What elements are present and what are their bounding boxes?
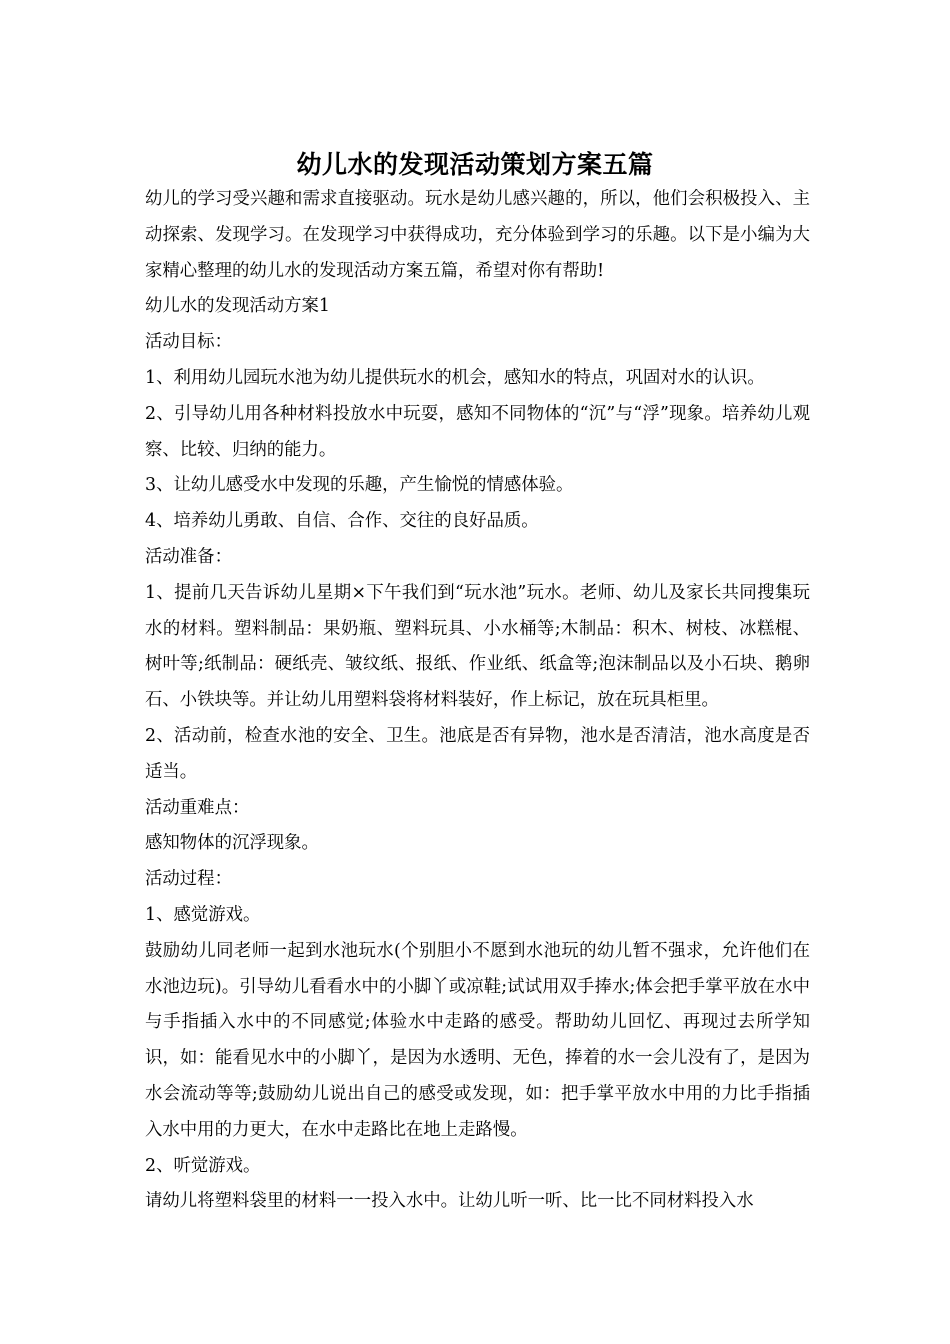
goal-item: 1、利用幼儿园玩水池为幼儿提供玩水的机会，感知水的特点，巩固对水的认识。: [145, 367, 765, 388]
section-heading: 幼儿水的发现活动方案1: [145, 296, 330, 317]
process-step-heading: 2、听觉游戏。: [145, 1155, 261, 1176]
intro-paragraph: 幼儿的学习受兴趣和需求直接驱动。玩水是幼儿感兴趣的，所以，他们会积极投入、主动探索、发现学习。在发现学习中获得成功，充分体验到学习的乐趣。以下是小编为大家精心整理的幼儿水的发现活动方案五篇，希望对你有帮助!: [145, 189, 810, 281]
key-point-text: 感知物体的沉浮现象。: [145, 833, 319, 854]
process-step-text: 鼓励幼儿同老师一起到水池玩水(个别胆小不愿到水池玩的幼儿暂不强求，允许他们在水池边玩)。引导幼儿看看水中的小脚丫或凉鞋;试试用双手捧水;体会把手掌平放在水中与手指插入水中的不同感觉;体验水中走路的感受。帮助幼儿回忆、再现过去所学知识，如：能看见水中的小脚丫，是因为水透明、无色，捧着的水一会儿没有了，是因为水会流动等等;鼓励幼儿说出自己的感受或发现，如：把手掌平放水中用的力比手指插入水中用的力更大，在水中走路比在地上走路慢。: [145, 940, 810, 1140]
process-step-heading: 1、感觉游戏。: [145, 904, 261, 925]
process-step-text: 请幼儿将塑料袋里的材料一一投入水中。让幼儿听一听、比一比不同材料投入水: [145, 1191, 754, 1212]
goal-item: 3、让幼儿感受水中发现的乐趣，产生愉悦的情感体验。: [145, 475, 574, 496]
document-body: [145, 182, 810, 1220]
subheading-process: 活动过程：: [145, 869, 232, 890]
preparation-item: 2、活动前，检查水池的安全、卫生。池底是否有异物，池水是否清洁，池水高度是否适当。: [145, 725, 810, 782]
goal-item: 2、引导幼儿用各种材料投放水中玩耍，感知不同物体的“沉”与“浮”现象。培养幼儿观察、比较、归纳的能力。: [145, 403, 810, 460]
goal-item: 4、培养幼儿勇敢、自信、合作、交往的良好品质。: [145, 511, 539, 532]
subheading-goals: 活动目标：: [145, 332, 232, 353]
document-title: 幼儿水的发现活动策划方案五篇: [296, 149, 654, 179]
preparation-item: 1、提前几天告诉幼儿星期×下午我们到“玩水池”玩水。老师、幼儿及家长共同搜集玩水的材料。塑料制品：果奶瓶、塑料玩具、小水桶等;木制品：积木、树枝、冰糕棍、树叶等;纸制品：硬纸壳、皱纹纸、报纸、作业纸、纸盒等;泡沫制品以及小石块、鹅卵石、小铁块等。并让幼儿用塑料袋将材料装好，作上标记，放在玩具柜里。: [145, 582, 810, 711]
subheading-key-points: 活动重难点：: [145, 797, 250, 818]
subheading-preparation: 活动准备：: [145, 546, 232, 567]
